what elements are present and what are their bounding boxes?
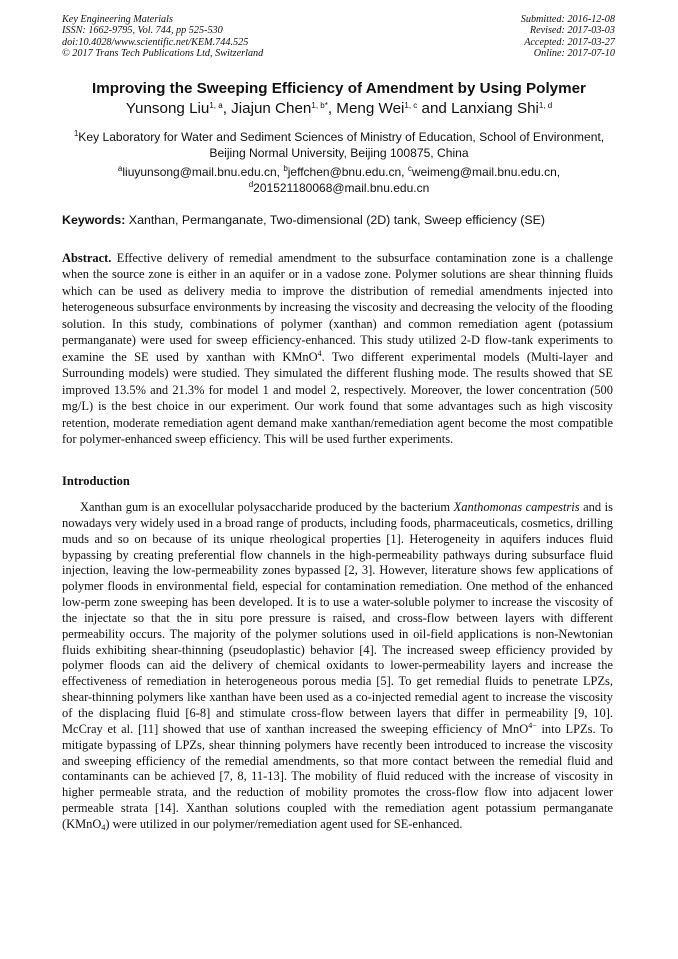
paper-title: Improving the Sweeping Efficiency of Amendment by Using Polymer: [92, 80, 586, 97]
author-separator: ,: [222, 100, 232, 117]
abstract-text: . Two different experimental models (Multi-layer and Surrounding models) were studied. They simulated the different flushing mode. The results showed that SE improved 13.5% and 21.3% for model 1 and model 2, respectively. Moreover, the lower concentration (500 mg/L) is the best choice in our experiment. Our work found that some advantages such as high viscosity retention, moderate remediation agent demand make xanthan/remediation agent become the most compatible for polymer-enhanced sweep efficiency. This will be used further experiments.: [62, 349, 613, 446]
email-line: [62, 181, 616, 197]
author-list: [40, 100, 638, 117]
keywords-text: Xanthan, Permanganate, Two-dimensional (2D) tank, Sweep efficiency (SE): [125, 213, 546, 227]
revised-date: Revised: 2017-03-03: [529, 25, 615, 37]
author-emails: [62, 165, 616, 196]
affiliation-line: [62, 130, 616, 146]
intro-subscript: 4: [101, 822, 106, 832]
submitted-date: Submitted: 2016-12-08: [520, 14, 615, 25]
affiliation-mark: 1: [73, 129, 79, 138]
intro-superscript: 4−: [528, 720, 537, 730]
email-mark: d: [248, 179, 254, 189]
journal-name: Key Engineering Materials: [62, 14, 173, 25]
email-mark: c: [407, 164, 412, 173]
journal-doi: doi:10.4028/www.scientific.net/KEM.744.525: [62, 36, 249, 48]
author-mark: 1, d: [538, 101, 553, 110]
online-date: Online: 2017-07-10: [533, 47, 615, 59]
intro-text: ) were utilized in our polymer/remediation agent used for SE-enhanced.: [105, 816, 463, 831]
abstract-label: Abstract.: [62, 251, 112, 265]
journal-issn: ISSN: 1662-9795, Vol. 744, pp 525-530: [62, 25, 223, 37]
author-mark: 1, b*: [311, 101, 328, 110]
species-name: Xanthomonas campestris: [453, 500, 580, 514]
intro-text: Xanthan gum is an exocellular polysaccharide produced by the bacterium: [80, 500, 454, 514]
journal-info: [62, 14, 263, 59]
author-name: Meng Wei: [336, 100, 405, 117]
affiliation-line: Beijing Normal University, Beijing 100875, China: [209, 145, 469, 160]
journal-copyright: © 2017 Trans Tech Publications Ltd, Switzerland: [62, 47, 264, 59]
author-separator: and: [417, 100, 452, 117]
email-link[interactable]: liuyunsong@mail.bnu.edu.cn,: [122, 165, 284, 179]
intro-text: and is nowadays very widely used in a broad range of products, including foods, pharmaceuticals, cosmetics, drilling muds and so on because of its unique rheological properties [1]. Heterogeneity in aquifers induces fluid bypassing by creating preferential flow channels in the high-permeability pathways during subsurface fluid injection, leaving the low-permeability zones bypassed [2, 3]. However, literature shows few applications of polymer floods in environmental field, especial for contamination remediation. One method of the enhanced low-perm zone sweeping has been developed. It is to use a water-soluble polymer to increase the viscosity of the injectate so that the in situ pore pressure is raised, and cross-flow between layers with different permeability occurs. The majority of the polymer solutions used in oil-field applications is non-Newtonian fluids exhibiting shear-thinning (pseudoplastic) behavior [4]. The increased sweep efficiency provided by polymer floods can aid the delivery of chemical oxidants to lower-permeability layers and increase the effectiveness of remediation in heterogeneous porous media [5]. To get remedial fluids to penetrate LPZs, shear-thinning polymers like xanthan have been used as a co-injected remedial agent to increase the viscosity of the displacing fluid [6-8] and stimulate cross-flow between layers that differ in permeability [9, 10]. McCray et al. [11] showed that use of xanthan increased the sweeping efficiency of MnO: [62, 500, 613, 736]
introduction-paragraph: [62, 500, 613, 833]
introduction-heading: Introduction: [62, 474, 130, 488]
author-name: Yunsong Liu: [125, 100, 210, 117]
publication-dates: [521, 14, 615, 59]
email-link[interactable]: jeffchen@bnu.edu.cn,: [287, 165, 408, 179]
abstract: [62, 250, 613, 447]
author-mark: 1, a: [209, 101, 223, 110]
accepted-date: Accepted: 2017-03-27: [524, 36, 615, 48]
author-mark: 1, c: [404, 101, 418, 110]
email-mark: b: [283, 164, 288, 173]
intro-text: into LPZs. To mitigate bypassing of LPZs, shear thinning polymers have recently been introduced to increase the viscosity and sweeping efficiency of the remedial amendments, so that more contact between the remedial fluid and contaminants can be achieved [7, 8, 11-13]. The mobility of fluid reduced with the increase of viscosity in higher permeable strata, and the reduction of mobility promotes the cross-flow flow into adjacent lower permeable strata [14]. Xanthan solutions coupled with the remediation agent potassium permanganate (KMnO: [62, 721, 613, 831]
email-link[interactable]: weimeng@mail.bnu.edu.cn,: [411, 165, 561, 179]
affiliation: [62, 130, 616, 161]
keywords: [62, 213, 616, 227]
email-link[interactable]: 201521180068@mail.bnu.edu.cn: [253, 180, 430, 195]
author-name: Lanxiang Shi: [451, 100, 539, 117]
abstract-text: Effective delivery of remedial amendment to the subsurface contamination zone is a challenge when the source zone is either in an aquifer or in a vadose zone. Polymer solutions are shear thinning fluids which can be used as delivery media to improve the distribution of remedial amendments injected into heterogeneous subsurface environments by increasing the viscosity and decreasing the velocity of the flooding solution. In this study, combinations of polymer (xanthan) and common remediation agent (potassium permanganate) were used for sweep efficiency-enhanced. This study utilized 2-D flow-tank experiments to examine the SE used by xanthan with KMnO: [62, 251, 613, 364]
abstract-superscript: 4: [317, 348, 322, 358]
author-name: Jiajun Chen: [231, 100, 312, 117]
email-line: [62, 165, 616, 181]
email-mark: a: [117, 164, 123, 173]
affiliation-text: Key Laboratory for Water and Sediment Sciences of Ministry of Education, School of Environment,: [78, 130, 605, 144]
keywords-label: Keywords:: [62, 213, 126, 227]
author-separator: ,: [327, 100, 337, 117]
